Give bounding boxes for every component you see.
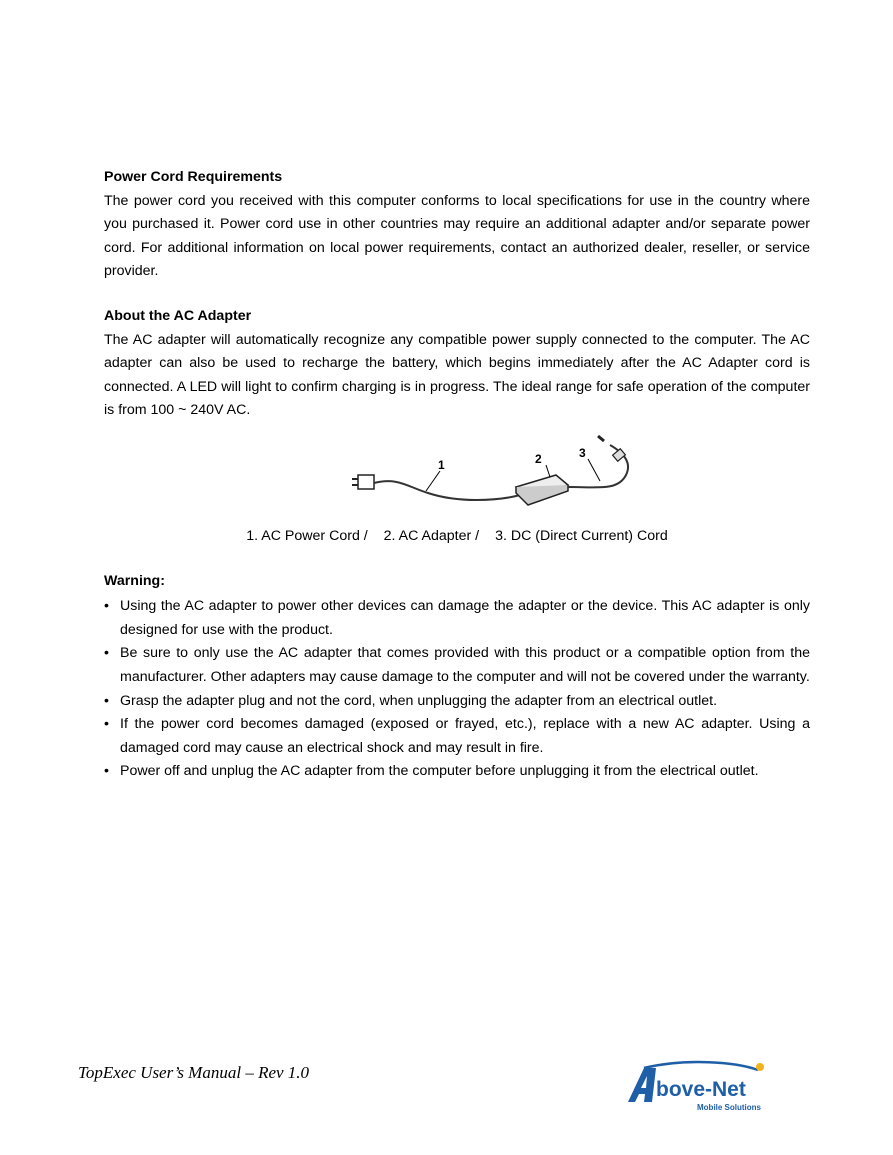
figure-label-2: 2 xyxy=(535,451,542,466)
section-heading-ac-adapter: About the AC Adapter xyxy=(104,307,252,324)
ac-adapter-paragraph: The AC adapter will automatically recognize any compatible power supply connected to the computer. The AC adapter can also be used to recharge the battery, which begins immediately after the AC Adapter cord is connected. A LED will light to confirm charging is in progress. The ideal range for safe operation of the computer is from 100 ~ 240V AC. xyxy=(104,331,810,419)
power-cord-paragraph: The power cord you received with this computer conforms to local specifications for use in the country where you purchased it. Power cord use in other countries may require an additional adapter and/or separate power cord. For additional information on local power requirements, contact an authorized dealer, reseller, or service provider. xyxy=(104,192,810,280)
bullet-icon: • xyxy=(104,763,109,780)
figure-caption xyxy=(104,525,810,549)
warning-heading: Warning: xyxy=(104,572,165,589)
ac-adapter-illustration xyxy=(348,431,640,515)
plug-icon xyxy=(352,475,374,489)
caption-ac-power-cord: 1. AC Power Cord / xyxy=(246,527,368,544)
page-content xyxy=(104,166,810,784)
bullet-icon: • xyxy=(104,716,109,733)
bullet-icon: • xyxy=(104,645,109,662)
above-net-logo xyxy=(626,1060,768,1118)
figure-label-3: 3 xyxy=(579,445,586,460)
warning-list xyxy=(104,595,810,784)
figure-label-1: 1 xyxy=(438,457,445,472)
logo-a-glyph xyxy=(628,1068,656,1102)
adapter-brick-icon xyxy=(516,475,568,505)
section-heading-power-cord: Power Cord Requirements xyxy=(104,169,283,185)
bullet-icon: • xyxy=(104,692,109,709)
logo-subtext: Mobile Solutions xyxy=(697,1103,761,1112)
caption-ac-adapter: 2. AC Adapter / xyxy=(383,527,480,544)
footer-manual-title: TopExec User’s Manual – Rev 1.0 xyxy=(78,1063,310,1082)
logo-text: bove-Net xyxy=(656,1078,746,1101)
list-item: • Power off and unplug the AC adapter from the computer before unplugging it from the electrical outlet. xyxy=(104,760,810,784)
list-item: • If the power cord becomes damaged (exposed or frayed, etc.), replace with a new AC adapter. Using a damaged cord may cause an electrical shock and may result in fire. xyxy=(104,713,810,760)
bullet-icon: • xyxy=(104,598,109,615)
caption-dc-cord: 3. DC (Direct Current) Cord xyxy=(495,527,668,544)
logo-dot-icon xyxy=(756,1063,764,1071)
list-item: • Be sure to only use the AC adapter that comes provided with this product or a compatible option from the manufacturer. Other adapters may cause damage to the computer and will not be covered under the warranty. xyxy=(104,642,810,689)
list-item: • Using the AC adapter to power other devices can damage the adapter or the device. This AC adapter is only designed for use with the product. xyxy=(104,595,810,642)
list-item: • Grasp the adapter plug and not the cord, when unplugging the adapter from an electrical outlet. xyxy=(104,690,810,714)
ac-adapter-figure xyxy=(104,431,810,523)
